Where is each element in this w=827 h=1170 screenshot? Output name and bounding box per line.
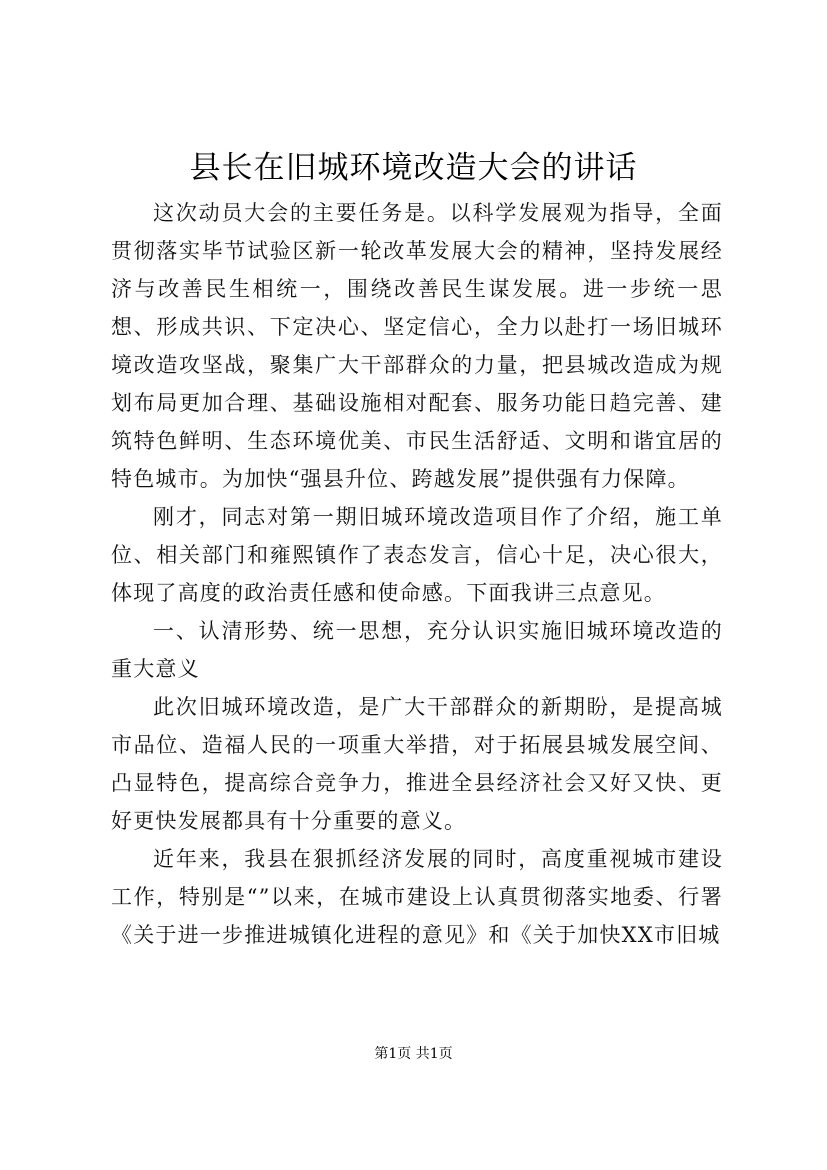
paragraph-4: 近年来，我县在狠抓经济发展的同时，高度重视城市建设工作，特别是“”以来，在城市建设上认真贯彻落实地委、行署《关于进一步推进城镇化进程的意见》和《关于加快XX市旧城 (111, 847, 723, 947)
paragraph-1: 这次动员大会的主要任务是。以科学发展观为指导，全面贯彻落实毕节试验区新一轮改革发展大会的精神，坚持发展经济与改善民生相统一，围绕改善民生谋发展。进一步统一思想、形成共识、下定决心、坚定信心，全力以赴打一场旧城环境改造攻坚战，聚集广大干部群众的力量，把县城改造成为规划布局更加合理、基础设施相对配套、服务功能日趋完善、建筑特色鲜明、生态环境优美、市民生活舒适、文明和谐宜居的特色城市。为加快“强县升位、跨越发展”提供强有力保障。 (111, 201, 723, 491)
page-footer: 第1页 共1页 (374, 1046, 453, 1062)
document-title: 县长在旧城环境改造大会的讲话 (189, 150, 638, 186)
section-heading-1: 一、认清形势、统一思想，充分认识实施旧城环境改造的重大意义 (111, 619, 723, 681)
paragraph-2: 刚才，同志对第一期旧城环境改造项目作了介绍，施工单位、相关部门和雍熙镇作了表态发言，信心十足，决心很大，体现了高度的政治责任感和使命感。下面我讲三点意见。 (111, 505, 723, 605)
paragraph-3: 此次旧城环境改造，是广大干部群众的新期盼，是提高城市品位、造福人民的一项重大举措，对于拓展县城发展空间、凸显特色，提高综合竞争力，推进全县经济社会又好又快、更好更快发展都具有十分重要的意义。 (111, 695, 723, 833)
document-body (111, 194, 723, 954)
